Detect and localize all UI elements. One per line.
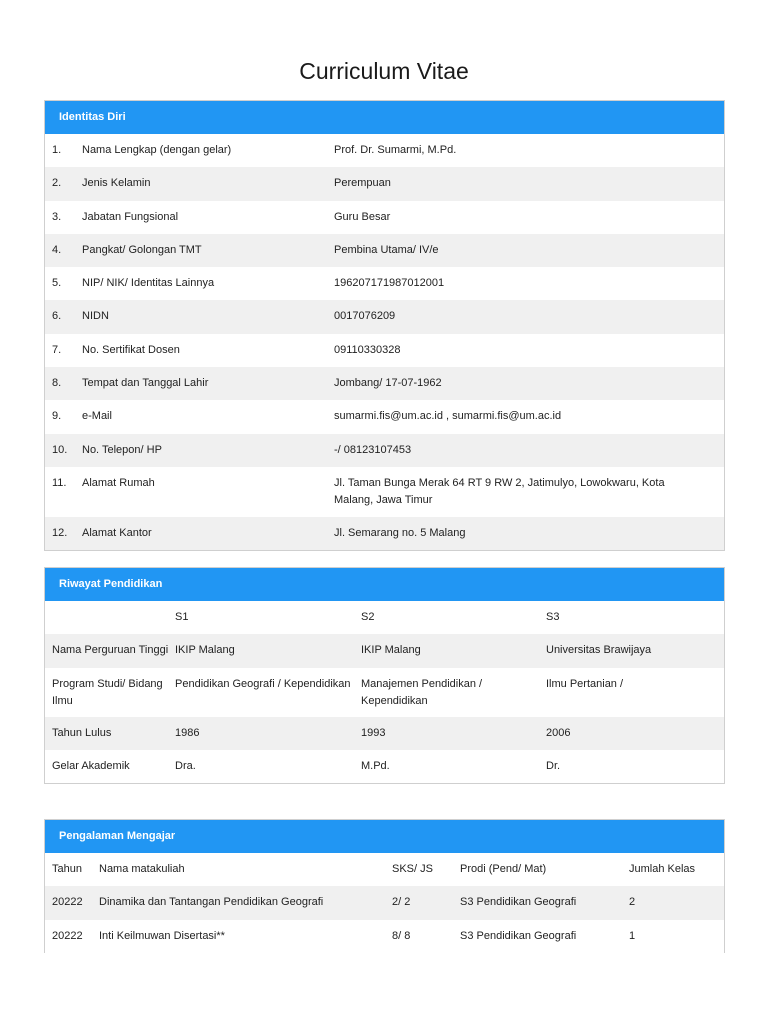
row-label: Nama Perguruan Tinggi [52, 644, 169, 657]
table-row [45, 267, 724, 300]
table-row [45, 717, 724, 750]
table-row [45, 920, 724, 953]
section-header-identitas: Identitas Diri [45, 101, 724, 134]
cell-s2: M.Pd. [361, 759, 390, 772]
table-row [45, 300, 724, 333]
field-label: No. Telepon/ HP [82, 443, 162, 456]
mengajar-table [45, 886, 724, 953]
row-number: 9. [52, 410, 62, 423]
field-value: -/ 08123107453 [334, 443, 412, 456]
row-number: 4. [52, 243, 62, 256]
cell-s3: Dr. [546, 759, 561, 772]
field-label: No. Sertifikat Dosen [82, 343, 180, 356]
section-header-mengajar: Pengalaman Mengajar [45, 820, 724, 853]
field-value: 196207171987012001 [334, 277, 445, 290]
row-label: Tahun Lulus [52, 726, 112, 739]
cell-s3: 2006 [546, 726, 571, 739]
cell-s1: IKIP Malang [175, 644, 235, 657]
field-value: Jombang/ 17-07-1962 [334, 377, 442, 390]
cell-s1: Pendidikan Geografi / Kependidikan [175, 677, 351, 690]
identitas-table [45, 134, 724, 550]
field-value: Jl. Taman Bunga Merak 64 RT 9 RW 2, Jatimulyo, Lowokwaru, Kota Malang, Jawa Timur [334, 476, 665, 506]
field-value: 09110330328 [334, 343, 401, 356]
cell-s2: IKIP Malang [361, 644, 421, 657]
row-number: 8. [52, 377, 62, 390]
row-number: 6. [52, 310, 62, 323]
field-value: Jl. Semarang no. 5 Malang [334, 526, 466, 539]
cell-sks: 8/ 8 [392, 929, 411, 942]
cell-s1: 1986 [175, 726, 200, 739]
cell-tahun: 20222 [52, 896, 83, 909]
cell-s2: Manajemen Pendidikan / Kependidikan [361, 677, 483, 707]
table-row [45, 517, 724, 550]
row-label: Program Studi/ Bidang Ilmu [52, 677, 163, 707]
cell-matakuliah: Dinamika dan Tantangan Pendidikan Geografi [99, 896, 324, 909]
riwayat-pendidikan-section [44, 567, 725, 784]
field-label: e-Mail [82, 410, 112, 423]
cell-prodi: S3 Pendidikan Geografi [460, 929, 577, 942]
row-number: 3. [52, 210, 62, 223]
cell-jumlah-kelas: 1 [629, 929, 636, 942]
row-number: 5. [52, 277, 62, 290]
pendidikan-table [45, 634, 724, 783]
column-header-s2: S2 [361, 611, 375, 623]
table-row [45, 334, 724, 367]
column-header-jumlah-kelas: Jumlah Kelas [629, 863, 696, 875]
cell-s3: Universitas Brawijaya [546, 644, 652, 657]
field-label: Jabatan Fungsional [82, 210, 179, 223]
field-label: Tempat dan Tanggal Lahir [82, 377, 209, 390]
row-number: 7. [52, 343, 62, 356]
table-row [45, 367, 724, 400]
row-number: 12. [52, 526, 68, 539]
cell-sks: 2/ 2 [392, 896, 411, 909]
table-row [45, 234, 724, 267]
field-label: Jenis Kelamin [82, 177, 151, 190]
row-number: 1. [52, 144, 62, 156]
field-label: Pangkat/ Golongan TMT [82, 243, 202, 256]
table-row [45, 750, 724, 783]
cell-matakuliah: Inti Keilmuwan Disertasi** [99, 929, 225, 942]
row-number: 11. [52, 476, 67, 489]
table-row [45, 167, 724, 200]
field-value: Perempuan [334, 177, 391, 190]
column-header-prodi: Prodi (Pend/ Mat) [460, 863, 547, 875]
table-row [45, 467, 724, 517]
cell-tahun: 20222 [52, 929, 83, 942]
column-header-sks: SKS/ JS [392, 863, 433, 875]
row-label: Gelar Akademik [52, 759, 130, 772]
field-label: Nama Lengkap (dengan gelar) [82, 144, 232, 156]
table-row [45, 886, 724, 919]
column-header [45, 609, 175, 627]
table-row [45, 400, 724, 433]
field-label: NIP/ NIK/ Identitas Lainnya [82, 277, 215, 290]
table-header-row [45, 853, 724, 886]
field-value: Prof. Dr. Sumarmi, M.Pd. [334, 144, 457, 156]
cell-prodi: S3 Pendidikan Geografi [460, 896, 577, 909]
column-header-tahun: Tahun [52, 863, 82, 875]
field-label: Alamat Kantor [82, 526, 152, 539]
cell-jumlah-kelas: 2 [629, 896, 636, 909]
field-label: NIDN [82, 310, 109, 323]
column-header-matakuliah: Nama matakuliah [99, 863, 185, 875]
field-value: sumarmi.fis@um.ac.id , sumarmi.fis@um.ac.id [334, 410, 562, 423]
row-number: 10. [52, 443, 68, 456]
row-number: 2. [52, 177, 62, 190]
page-title: Curriculum Vitae [299, 58, 469, 84]
table-row [45, 434, 724, 467]
table-row [45, 668, 724, 717]
field-value: Guru Besar [334, 210, 391, 223]
identitas-diri-section [44, 100, 725, 551]
field-value: Pembina Utama/ IV/e [334, 243, 439, 256]
column-header-s1: S1 [175, 611, 189, 623]
cell-s1: Dra. [175, 759, 196, 772]
table-header-row [45, 601, 724, 634]
table-row [45, 134, 724, 167]
cell-s3: Ilmu Pertanian / [546, 677, 624, 690]
field-value: 0017076209 [334, 310, 396, 323]
cell-s2: 1993 [361, 726, 386, 739]
field-label: Alamat Rumah [82, 476, 155, 489]
table-row [45, 634, 724, 667]
section-header-pendidikan: Riwayat Pendidikan [45, 568, 724, 601]
column-header-s3: S3 [546, 611, 560, 623]
pengalaman-mengajar-section [44, 819, 725, 953]
table-row [45, 201, 724, 234]
